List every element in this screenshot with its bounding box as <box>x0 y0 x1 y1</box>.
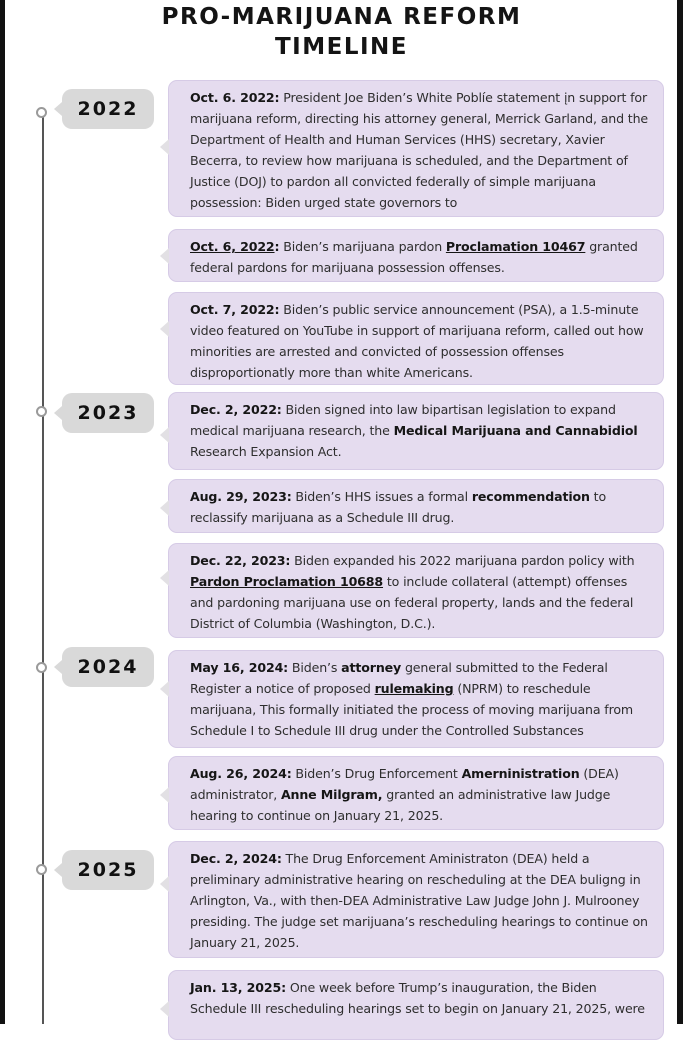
event-text: to reclassify marijuana as a Schedule III drug. <box>190 489 607 525</box>
event-date: Dec. 22, 2023: <box>190 553 291 568</box>
title-line-1: PRO-MARIJUANA REFORM <box>161 4 522 30</box>
event-text: (DEA) administrator, <box>190 766 619 802</box>
event-card <box>168 292 664 385</box>
timeline-node-icon <box>36 662 47 673</box>
event-date: May 16, 2024: <box>190 660 289 675</box>
year-badge-2022: 2022 <box>62 89 154 129</box>
event-text: One week before Trump’s inauguration, the Biden Schedule III rescheduling hearings set to begin on January 21, 2025, were <box>190 980 645 1016</box>
event-text: to include collateral (attempt) offenses and pardoning marijuana use on federal property, lands and the federal District of Columbia (Washington, D.C.). <box>190 574 634 631</box>
event-date-colon: : <box>281 980 287 995</box>
event-text: Biden expanded his 2022 marijuana pardon policy with <box>290 553 635 568</box>
event-text: general submitted to the Federal Register a notice of proposed <box>190 660 608 696</box>
event-card <box>168 841 664 958</box>
year-badge-2023: 2023 <box>62 393 154 433</box>
event-card <box>168 479 664 533</box>
event-emphasis: Anne Milgram, <box>280 787 383 802</box>
event-text: President Joe Biden’s White Poblíe statement įn support for marijuana reform, directing his attorney general, Merrick Garland, and the Department of Health and Human Services (HHS) secretary, Xavier Becerra, to review how marijuana is scheduled, and the Department of Justice (DOJ) to pardon all convicted federally of simple marijuana possession: Biden urged state governors to <box>190 90 649 210</box>
event-card <box>168 970 664 1040</box>
event-card <box>168 543 664 638</box>
event-card <box>168 80 664 217</box>
event-text: granted an administrative law Judge hearing to continue on January 21, 2025. <box>190 787 611 823</box>
event-text: Biden’s Drug Enforcement <box>291 766 462 781</box>
left-frame-border <box>0 0 5 1024</box>
event-text: The Drug Enforcement Aministraton (DEA) held a preliminary administrative hearing on rescheduling at the DEA buligng in Arlington, Va., with then-DEA Administrative Law Judge John J. Mulrooney presiding. The judge set marijuana’s rescheduling hearings to continue on January 21, 2025. <box>190 851 648 950</box>
event-emphasis: attorney <box>341 660 402 675</box>
event-text: Research Expansion Act. <box>190 444 342 459</box>
event-date: Dec. 2, 2022: <box>190 402 282 417</box>
event-date-colon: : <box>274 239 280 254</box>
timeline-node-icon <box>36 406 47 417</box>
timeline-node-icon <box>36 864 47 875</box>
event-date: Oct. 6, 2022 <box>190 239 275 254</box>
event-date: Oct. 7, 2022: <box>190 302 280 317</box>
event-date: Aug. 29, 2023: <box>190 489 292 504</box>
event-date-colon: : <box>276 851 282 866</box>
event-date: Dec. 2, 2024 <box>190 851 277 866</box>
event-text: Biden’s HHS issues a formal <box>291 489 472 504</box>
event-card <box>168 229 664 282</box>
title-line-2: TIMELINE <box>274 34 409 60</box>
event-date: Aug. 26, 2024: <box>190 766 292 781</box>
event-text: Biden’s public service announcement (PSA), a 1.5-minute video featured on YouTube in support of marijuana reform, called out how minorities are arrested and convicted of possession offenses disproportionatly more than white Americans. <box>190 302 644 380</box>
event-text: Biden signed into law bipartisan legislation to expand medical marijuana research, the <box>190 402 616 438</box>
event-card <box>168 392 664 470</box>
event-emphasis: Amerninistration <box>461 766 580 781</box>
event-card <box>168 650 664 748</box>
event-link[interactable]: rulemaking <box>374 681 454 696</box>
right-frame-border <box>677 0 683 1024</box>
event-text: granted federal pardons for marijuana possession offenses. <box>190 239 638 275</box>
event-date: Jan. 13, 2025 <box>190 980 282 995</box>
timeline-node-icon <box>36 107 47 118</box>
event-emphasis: recommendation <box>471 489 590 504</box>
timeline-line <box>42 112 44 1024</box>
year-badge-2025: 2025 <box>62 850 154 890</box>
year-badge-2024: 2024 <box>62 647 154 687</box>
page-title <box>0 2 683 62</box>
event-link[interactable]: Pardon Proclamation 10688 <box>190 574 384 589</box>
event-text: (NPRM) to reschedule marijuana, This formally initiated the process of moving marijuana from Schedule I to Schedule III drug under the Controlled Substances <box>190 681 633 738</box>
event-date: Oct. 6. 2022: <box>190 90 280 105</box>
event-card <box>168 756 664 830</box>
event-text: Biden’s <box>288 660 342 675</box>
event-link[interactable]: Proclamation 10467 <box>445 239 586 254</box>
event-emphasis: Medical Marijuana and Cannabidiol <box>393 423 638 438</box>
event-text: Biden’s marijuana pardon <box>279 239 446 254</box>
